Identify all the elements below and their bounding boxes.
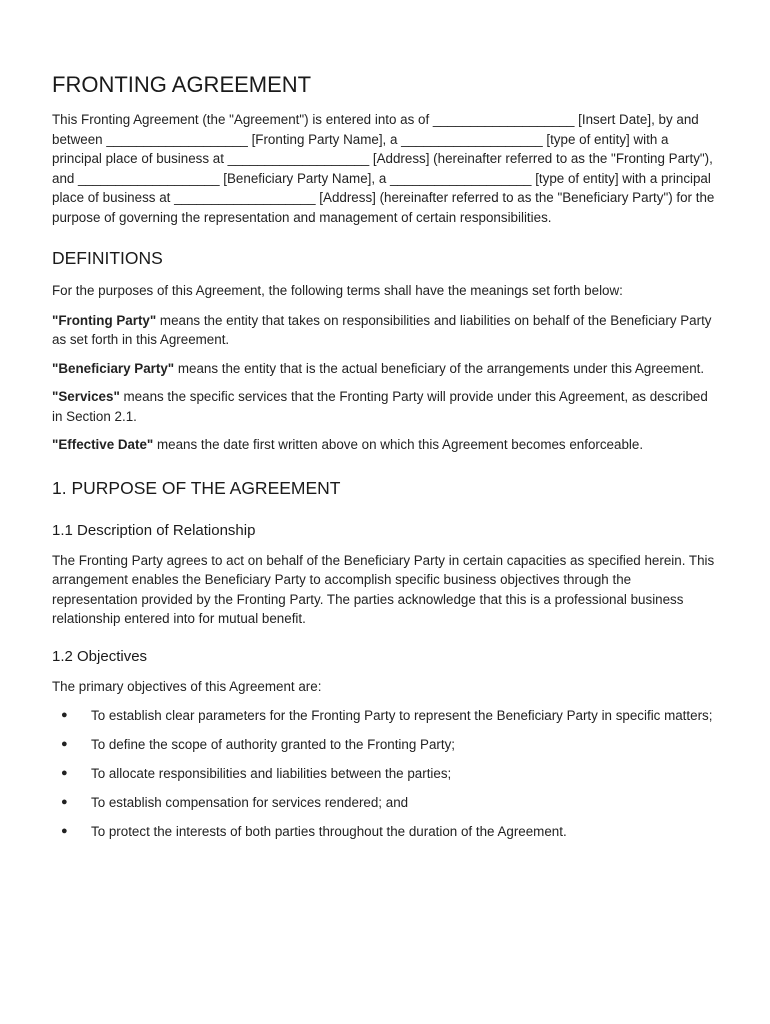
list-item-text: To protect the interests of both parties throughout the duration of the Agreement. [91, 824, 567, 839]
definition-term: "Effective Date" [52, 437, 154, 452]
definition-text: means the date first written above on which this Agreement becomes enforceable. [153, 437, 644, 452]
definition-beneficiary-party [52, 359, 720, 379]
list-item-text: To define the scope of authority granted to the Fronting Party; [91, 737, 455, 752]
bullet-icon: ● [61, 767, 68, 779]
intro-paragraph: This Fronting Agreement (the "Agreement") is entered into as of ___________________ [Insert Date], by and between ___________________ [Fronting Party Name], a ___________________ [type of entity] with a principal place of business at ___________________ [Address] (hereinafter referred to as the "Fronting Party"), and ___________________ [Beneficiary Party Name], a ___________________ [type of entity] with a principal place of business at ___________________ [Address] (hereinafter referred to as the "Beneficiary Party") for the purpose of governing the representation and management of certain responsibilities. [52, 112, 715, 225]
section-1-heading: 1. PURPOSE OF THE AGREEMENT [52, 477, 341, 498]
definitions-lead: For the purposes of this Agreement, the following terms shall have the meanings set forth below: [52, 283, 623, 298]
list-item [52, 793, 720, 813]
document-title: FRONTING AGREEMENT [52, 72, 312, 97]
document-page [52, 72, 720, 851]
bullet-icon: ● [61, 796, 68, 808]
definition-term: "Services" [52, 389, 120, 404]
list-item [52, 735, 720, 755]
bullet-icon: ● [61, 709, 68, 721]
section-1-2-lead: The primary objectives of this Agreement are: [52, 678, 322, 694]
definition-fronting-party [52, 311, 720, 350]
definition-text: means the entity that takes on responsibilities and liabilities on behalf of the Beneficiary Party as set forth in this Agreement. [52, 312, 712, 347]
definition-services [52, 387, 720, 426]
list-item-text: To allocate responsibilities and liabilities between the parties; [91, 766, 452, 781]
section-1-1-heading: 1.1 Description of Relationship [52, 521, 256, 539]
definitions-heading: DEFINITIONS [52, 248, 163, 268]
list-item-text: To establish clear parameters for the Fronting Party to represent the Beneficiary Party in specific matters; [91, 708, 713, 723]
list-item [52, 764, 720, 784]
list-item [52, 706, 720, 726]
list-item [52, 822, 720, 842]
definition-text: means the specific services that the Fronting Party will provide under this Agreement, as described in Section 2.1. [52, 389, 708, 424]
list-item-text: To establish compensation for services rendered; and [91, 795, 409, 810]
objectives-list [52, 706, 720, 842]
definition-effective-date [52, 435, 720, 455]
definition-term: "Beneficiary Party" [52, 360, 175, 376]
definition-text: means the entity that is the actual beneficiary of the arrangements under this Agreement. [174, 360, 705, 376]
section-1-1-text: The Fronting Party agrees to act on behalf of the Beneficiary Party in certain capacities as specified herein. This arrangement enables the Beneficiary Party to accomplish specific business objectives through the representation provided by the Fronting Party. The parties acknowledge that this is a professional business relationship entered into for mutual benefit. [52, 552, 715, 626]
bullet-icon: ● [61, 738, 68, 750]
bullet-icon: ● [61, 825, 68, 837]
section-1-2-heading: 1.2 Objectives [52, 647, 148, 665]
definition-term: "Fronting Party" [52, 312, 157, 328]
